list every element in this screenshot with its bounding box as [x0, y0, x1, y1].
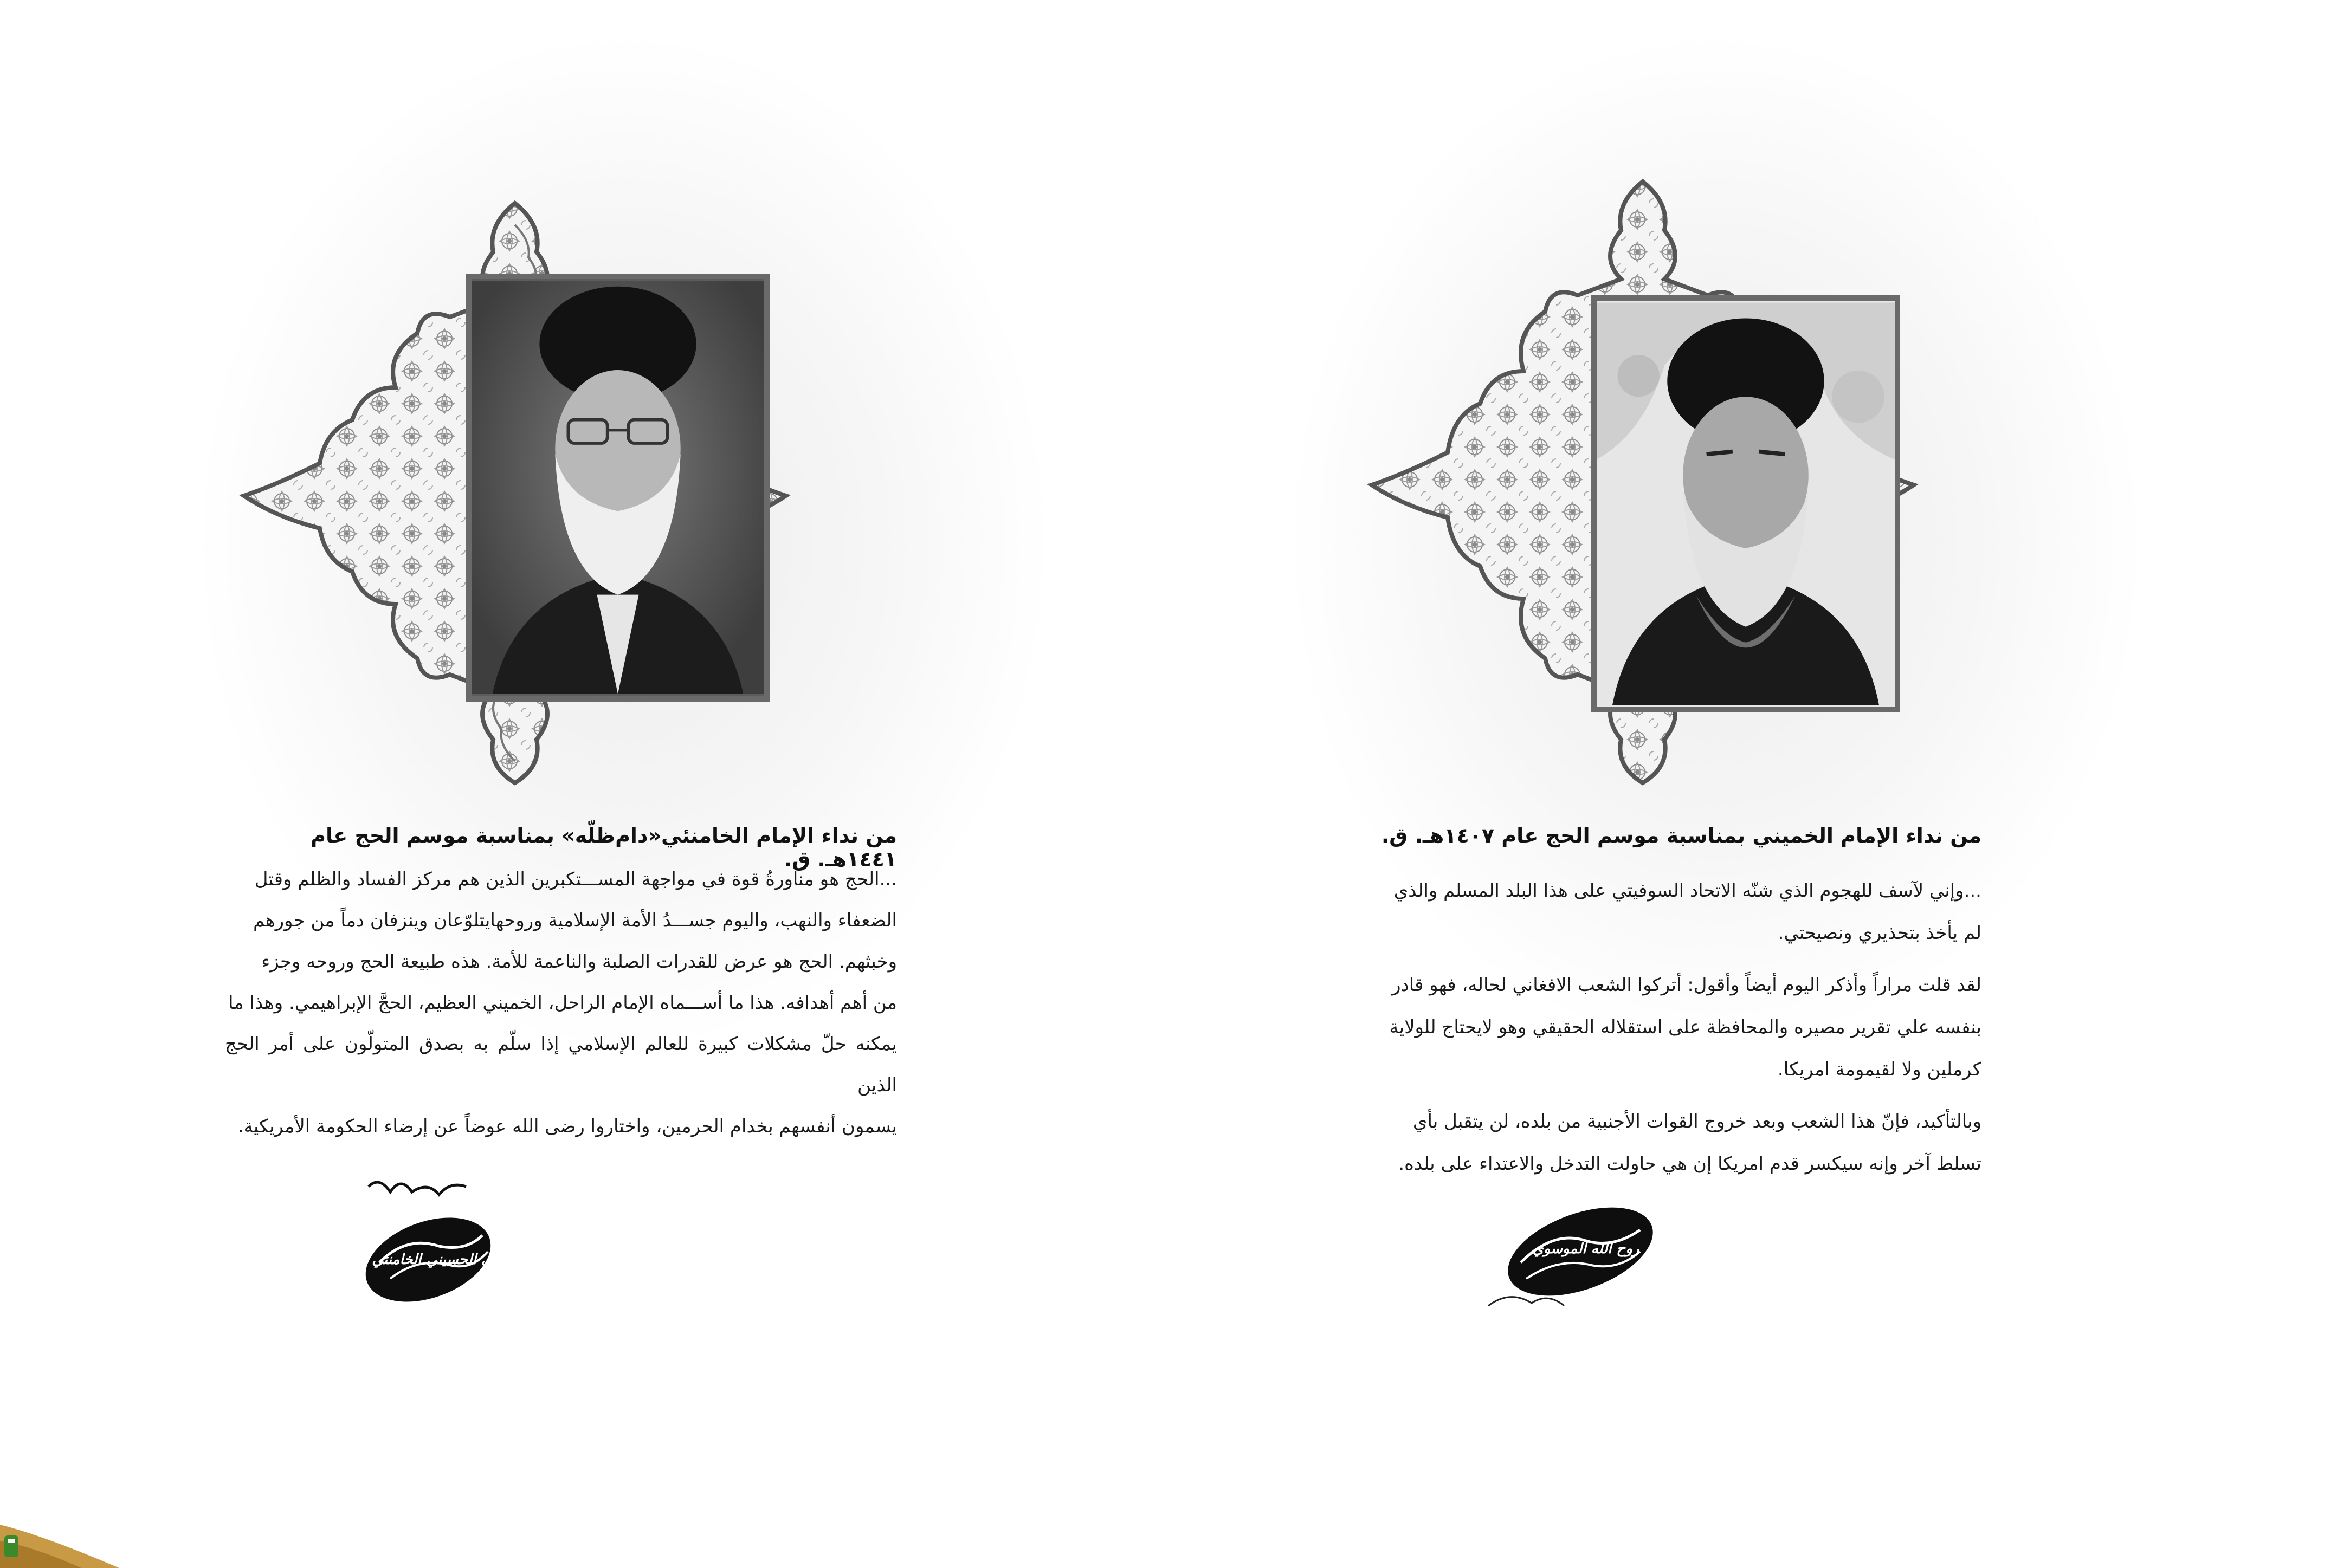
left-line: يمكنه حلّ مشكلات كبيرة للعالم الإسلامي إذا سلّم به بصدق المتولّون على أمر الحج الذين — [225, 1033, 897, 1096]
left-heading: من نداء الإمام الخامنئي«دام‌ظلّه» بمناسبة موسم الحج عام ١٤٤١هـ. ق. — [311, 824, 897, 871]
right-signature-label: روح الله الموسوي — [1532, 1241, 1639, 1257]
left-portrait-image-icon — [466, 274, 770, 702]
left-line: وخبثهم. الحج هو عرض للقدرات الصلبة والناعمة للأمة. هذه طبيعة الحج وروحه وجزء — [261, 951, 897, 973]
left-signature-label: علي الحسيني الخامنئي — [372, 1252, 506, 1268]
right-portrait-image-icon — [1591, 295, 1900, 712]
left-line: يسمون أنفسهم بخدام الحرمين، واختاروا رضى الله عوضاً عن إرضاء الحكومة الأمريكية. — [237, 1116, 897, 1137]
right-signature-seal-icon — [1477, 1197, 1662, 1322]
site-logo-icon — [0, 1503, 119, 1568]
right-heading: من نداء الإمام الخميني بمناسبة موسم الحج عام ١٤٠٧هـ. ق. — [1381, 824, 1981, 847]
left-page — [0, 0, 1168, 1568]
left-line: من أهم أهدافه. هذا ما أســـماه الإمام الراحل، الخميني العظيم، الحجَّ الإبراهيمي. وهذا ما — [228, 992, 897, 1014]
left-line: الضعفاء والنهب، واليوم جســـدُ الأمة الإسلامية وروحهايتلوّعان وينزفان دماً من جورهم — [253, 910, 897, 931]
right-paragraph-line: بنفسه علي تقرير مصيره والمحافظة على استقلاله الحقيقي وهو لايحتاج للولاية — [1389, 1016, 1981, 1038]
right-paragraph-line: كرملين ولا لقيمومة امريكا. — [1777, 1059, 1981, 1080]
right-text-block — [1372, 870, 1981, 1185]
left-signature-seal-icon — [358, 1170, 520, 1306]
right-paragraph-line: تسلط آخر وإنه سيكسر قدم امريكا إن هي حاولت التدخل والاعتداء على بلده. — [1398, 1153, 1981, 1175]
right-page — [1168, 0, 2337, 1568]
right-paragraph-line: وبالتأكيد، فإنّ هذا الشعب وبعد خروج القوات الأجنبية من بلده، لن يتقبل بأي — [1412, 1111, 1981, 1132]
right-paragraph-line: ...وإني لآسف للهجوم الذي شنّه الاتحاد السوفيتي على هذا البلد المسلم والذي — [1393, 880, 1981, 902]
right-paragraph-line: لقد قلت مراراً وأذكر اليوم أيضاً وأقول: أتركوا الشعب الافغاني لحاله، فهو قادر — [1392, 974, 1981, 996]
right-paragraph-line: لم يأخذ بتحذيري ونصيحتي. — [1778, 922, 1981, 944]
left-line: ...الحج هو مناورةُ قوة في مواجهة المســـتكبرين الذين هم مركز الفساد والظلم وقتل — [254, 869, 897, 890]
left-text-block — [225, 859, 897, 1147]
